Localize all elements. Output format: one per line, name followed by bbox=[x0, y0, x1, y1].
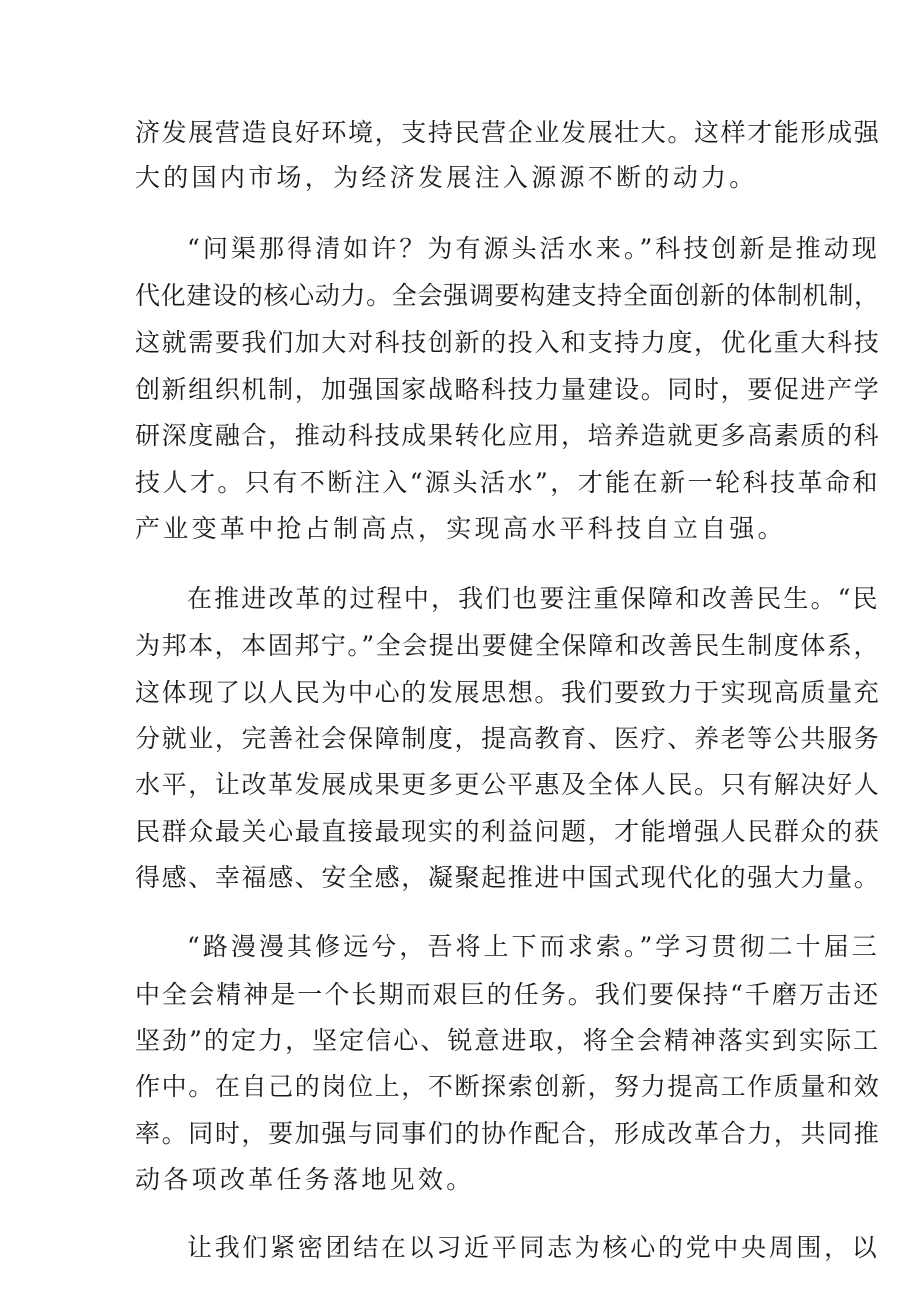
text-line: 让我们紧密团结在以习近平同志为核心的党中央周围，以 bbox=[187, 1233, 880, 1262]
text-line: “问渠那得清如许？为有源头活水来。”科技创新是推动现 bbox=[187, 234, 880, 263]
text-line: 动各项改革任务落地见效。 bbox=[135, 1165, 475, 1194]
text-line: 率。同时，要加强与同事们的协作配合，形成改革合力，共同推 bbox=[135, 1119, 881, 1148]
text-line: 分就业，完善社会保障制度，提高教育、医疗、养老等公共服务 bbox=[135, 724, 881, 753]
text-line: 在推进改革的过程中，我们也要注重保障和改善民生。“民 bbox=[187, 584, 880, 613]
text-line: 技人才。只有不断注入“源头活水”，才能在新一轮科技革命和 bbox=[135, 468, 880, 497]
text-line: 这体现了以人民为中心的发展思想。我们要致力于实现高质量充 bbox=[135, 678, 881, 707]
text-line: 坚劲”的定力，坚定信心、锐意进取，将全会精神落实到实际工 bbox=[135, 1026, 881, 1055]
text-line: 为邦本，本固邦宁。”全会提出要健全保障和改善民生制度体系， bbox=[135, 631, 880, 660]
text-line: 产业变革中抢占制高点，实现高水平科技自立自强。 bbox=[135, 514, 786, 543]
text-line: 研深度融合，推动科技成果转化应用，培养造就更多高素质的科 bbox=[135, 421, 881, 450]
text-line: 民群众最关心最直接最现实的利益问题，才能增强人民群众的获 bbox=[135, 817, 881, 846]
text-line: 得感、幸福感、安全感，凝聚起推进中国式现代化的强大力量。 bbox=[135, 863, 881, 892]
text-line: 创新组织机制，加强国家战略科技力量建设。同时，要促进产学 bbox=[135, 375, 881, 404]
text-line: 大的国内市场，为经济发展注入源源不断的动力。 bbox=[135, 163, 758, 192]
text-line: “路漫漫其修远兮，吾将上下而求索。”学习贯彻二十届三 bbox=[187, 932, 880, 961]
text-line: 济发展营造良好环境，支持民营企业发展壮大。这样才能形成强 bbox=[135, 118, 881, 147]
text-line: 中全会精神是一个长期而艰巨的任务。我们要保持“千磨万击还 bbox=[135, 980, 881, 1009]
text-line: 水平，让改革发展成果更多更公平惠及全体人民。只有解决好人 bbox=[135, 770, 881, 799]
text-line: 作中。在自己的岗位上，不断探索创新，努力提高工作质量和效 bbox=[135, 1072, 881, 1101]
text-line: 代化建设的核心动力。全会强调要构建支持全面创新的体制机制， bbox=[135, 281, 880, 310]
text-line: 这就需要我们加大对科技创新的投入和支持力度，优化重大科技 bbox=[135, 328, 881, 357]
